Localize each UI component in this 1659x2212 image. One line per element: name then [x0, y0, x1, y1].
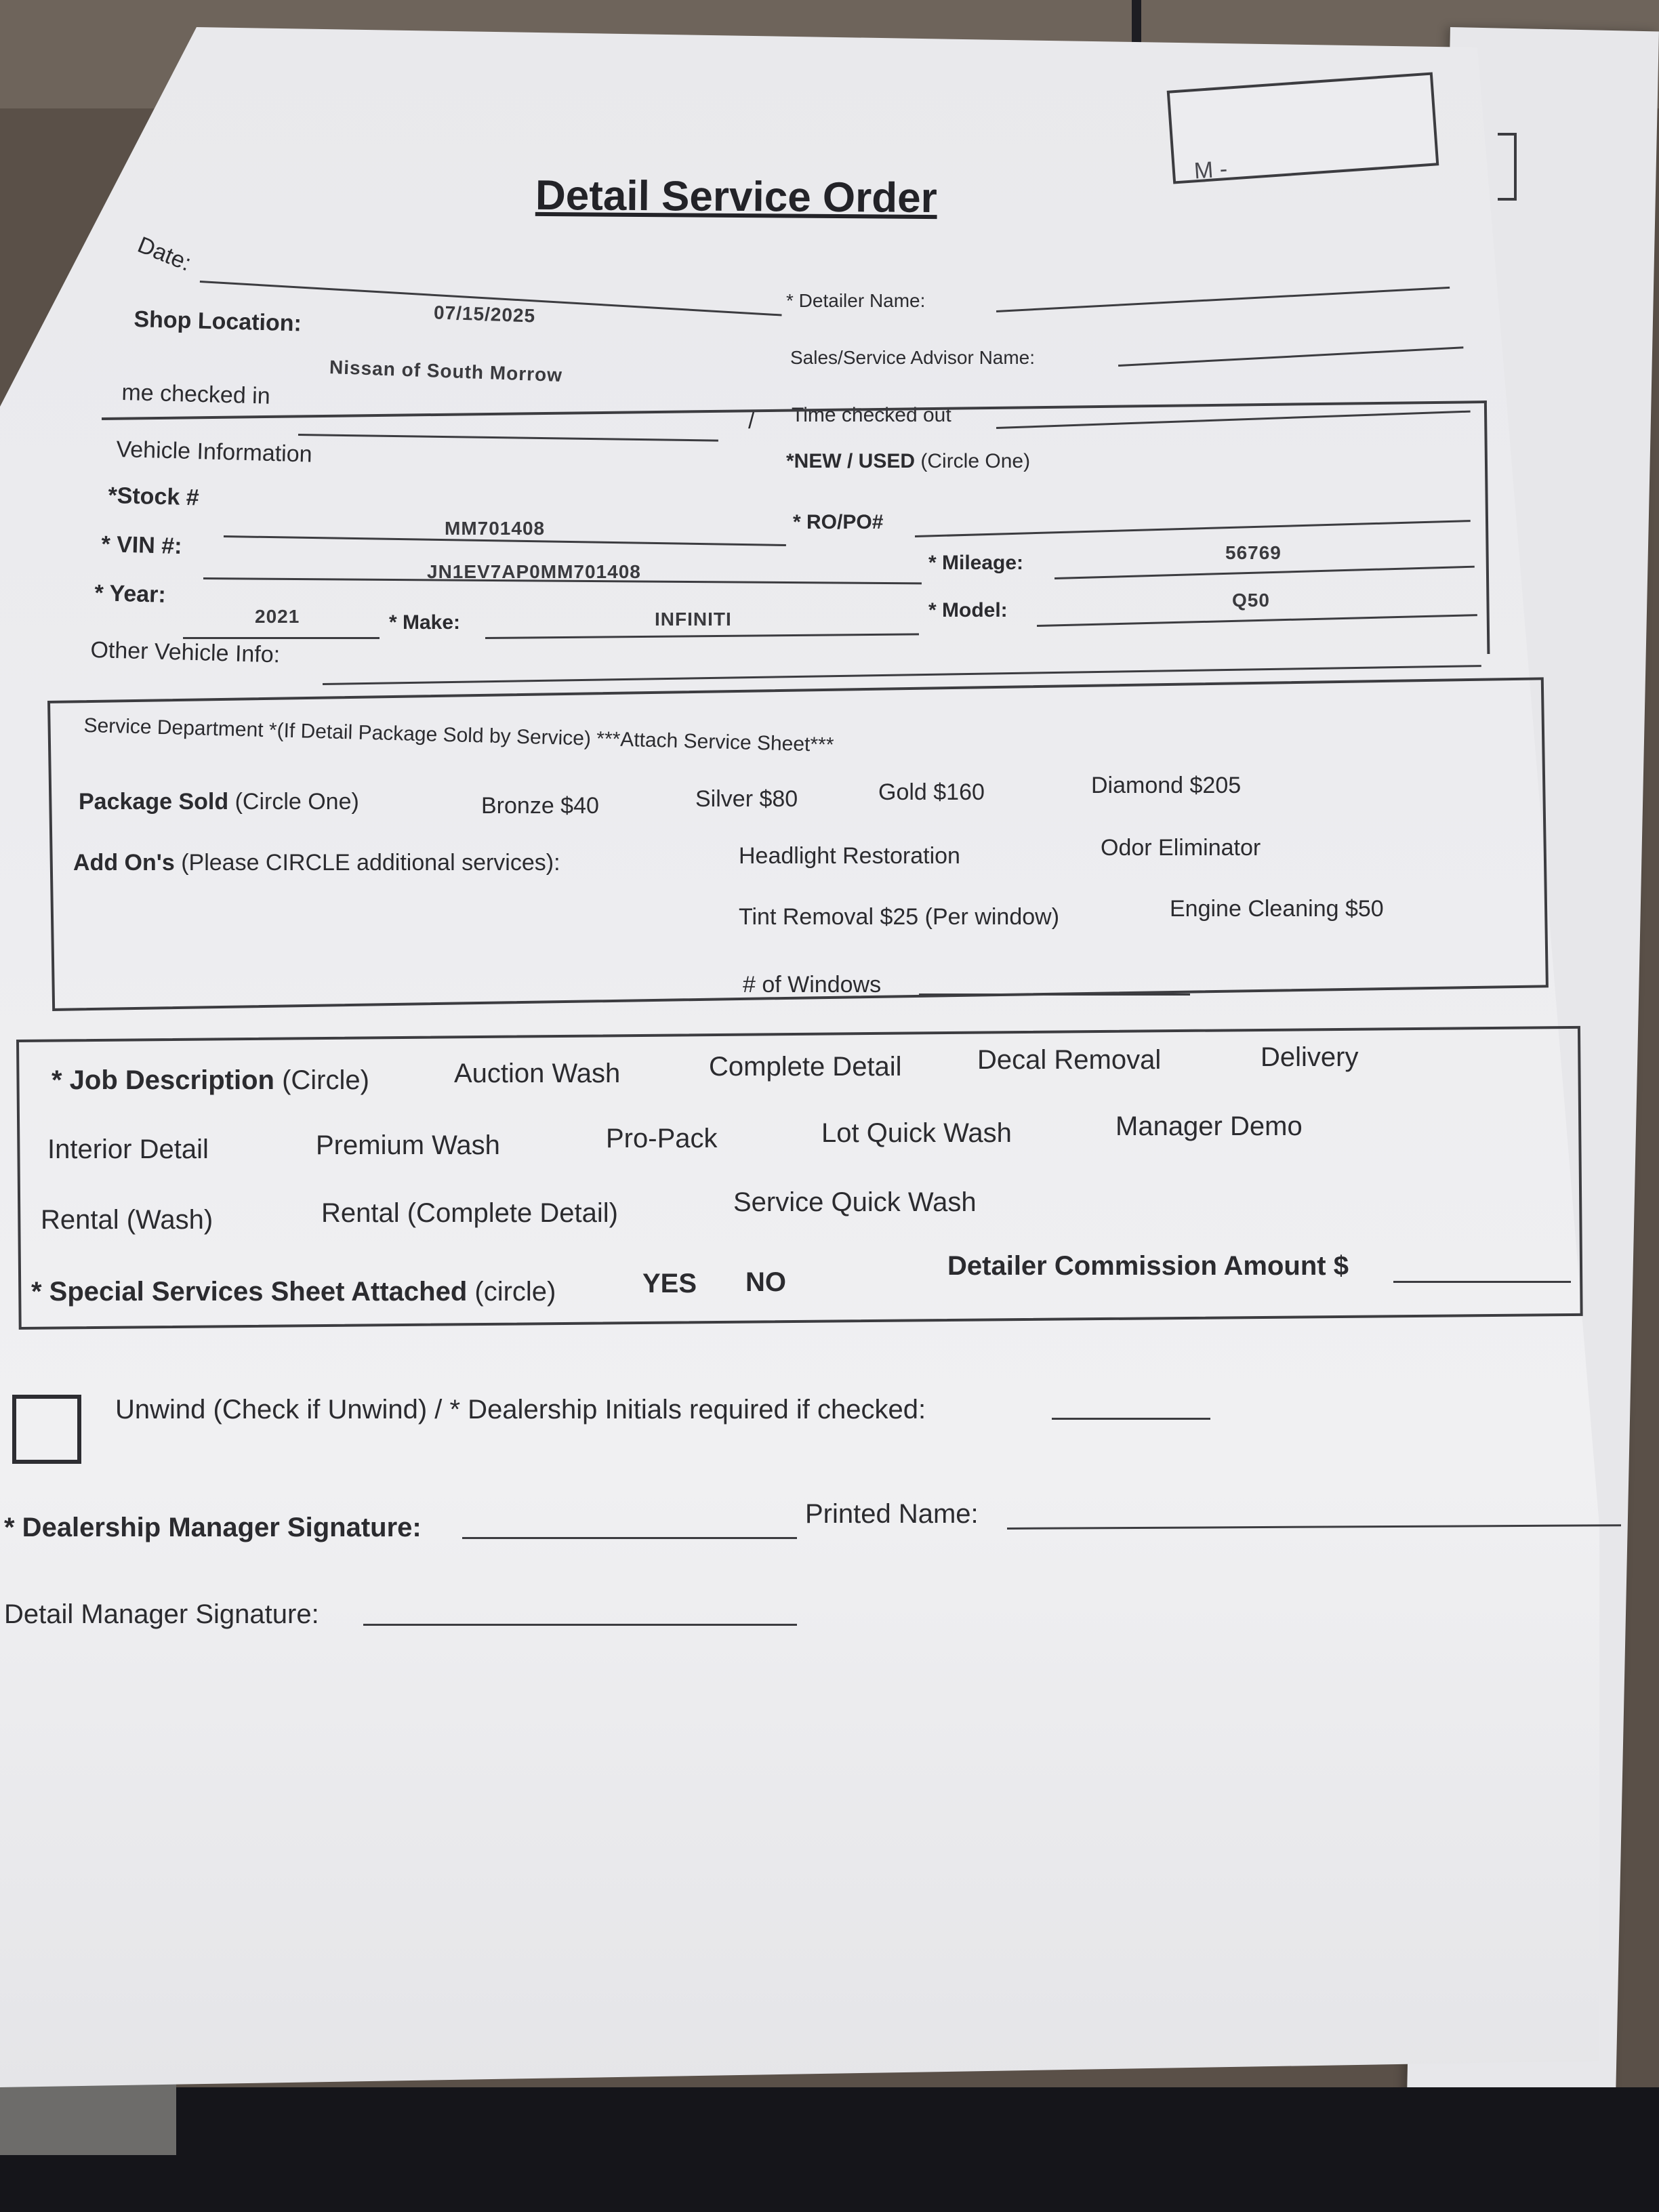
- shop-location-label: Shop Location:: [134, 306, 302, 337]
- unwind-label: Unwind (Check if Unwind) / * Dealership Initials required if checked:: [115, 1395, 926, 1425]
- vin-label: * VIN #:: [101, 531, 183, 560]
- addon-odor-eliminator[interactable]: Odor Eliminator: [1101, 835, 1261, 861]
- service-heading: Service Department *(If Detail Package Sold by Service) ***Attach Service Sheet***: [83, 714, 834, 756]
- other-info-label: Other Vehicle Info:: [90, 637, 281, 668]
- stock-value[interactable]: MM701408: [445, 518, 546, 539]
- other-info-row: [90, 637, 281, 668]
- make-value[interactable]: INFINITI: [655, 609, 732, 630]
- addons-hint: (Please CIRCLE additional services):: [181, 850, 560, 876]
- printed-name-label: Printed Name:: [805, 1499, 979, 1529]
- unwind-initials-line[interactable]: [1052, 1418, 1210, 1420]
- model-label: * Model:: [928, 599, 1008, 621]
- job-decal-removal[interactable]: Decal Removal: [977, 1045, 1162, 1075]
- job-delivery[interactable]: Delivery: [1261, 1042, 1359, 1072]
- special-services-yes[interactable]: YES: [642, 1269, 697, 1298]
- stock-row: [108, 483, 199, 511]
- package-silver[interactable]: Silver $80: [695, 786, 798, 812]
- job-rental-wash[interactable]: Rental (Wash): [41, 1205, 213, 1235]
- job-pro-pack[interactable]: Pro-Pack: [606, 1124, 718, 1153]
- commission-line[interactable]: [1393, 1281, 1571, 1283]
- vin-row: [101, 531, 182, 560]
- mileage-value[interactable]: 56769: [1225, 542, 1282, 563]
- date-label: Date:: [134, 232, 195, 276]
- job-description-row: [52, 1065, 369, 1096]
- time-checked-in-row: [121, 380, 270, 410]
- package-sold-hint: (Circle One): [234, 789, 359, 815]
- time-separator: /: [748, 408, 755, 434]
- special-services-hint: (circle): [474, 1277, 556, 1307]
- commission-label: Detailer Commission Amount $: [947, 1251, 1349, 1281]
- addon-tint-removal[interactable]: Tint Removal $25 (Per window): [739, 904, 1060, 930]
- time-checked-in-label: me checked in: [121, 380, 271, 409]
- stock-label: *Stock #: [108, 483, 200, 511]
- windows-label: # of Windows: [743, 972, 882, 998]
- new-used-label[interactable]: *NEW / USED: [786, 450, 916, 472]
- unwind-checkbox[interactable]: [12, 1395, 81, 1464]
- job-lot-quick-wash[interactable]: Lot Quick Wash: [821, 1118, 1012, 1148]
- manager-signature-line[interactable]: [462, 1537, 797, 1539]
- job-complete-detail[interactable]: Complete Detail: [709, 1052, 902, 1082]
- vehicle-info-heading-row: [116, 436, 312, 468]
- dark-surface: [0, 2087, 1659, 2212]
- manager-signature-label: * Dealership Manager Signature:: [4, 1513, 422, 1542]
- back-sheet-bracket: [1498, 133, 1517, 201]
- job-premium-wash[interactable]: Premium Wash: [316, 1130, 500, 1160]
- mileage-label: * Mileage:: [928, 552, 1024, 574]
- special-services-row: [31, 1277, 556, 1307]
- shop-location-row: [134, 306, 302, 337]
- package-diamond[interactable]: Diamond $205: [1091, 773, 1242, 798]
- advisor-name-label: Sales/Service Advisor Name:: [790, 347, 1036, 368]
- date-value[interactable]: 07/15/2025: [433, 302, 536, 327]
- time-checked-out-label: Time checked out: [792, 404, 951, 426]
- year-value[interactable]: 2021: [255, 606, 300, 627]
- detailer-name-label: * Detailer Name:: [786, 290, 926, 311]
- detail-manager-signature-line[interactable]: [363, 1624, 797, 1626]
- special-services-label: * Special Services Sheet Attached: [31, 1277, 468, 1307]
- detail-manager-signature-label: Detail Manager Signature:: [4, 1599, 319, 1629]
- year-line: [183, 637, 380, 639]
- package-sold-row: [79, 789, 359, 815]
- order-number-prefix: M -: [1193, 156, 1229, 184]
- package-bronze[interactable]: Bronze $40: [481, 793, 599, 819]
- form-title: Detail Service Order: [535, 171, 937, 222]
- make-label: * Make:: [389, 611, 461, 634]
- job-auction-wash[interactable]: Auction Wash: [454, 1059, 621, 1088]
- year-row: [94, 580, 166, 609]
- shop-location-value[interactable]: Nissan of South Morrow: [329, 356, 563, 386]
- job-manager-demo[interactable]: Manager Demo: [1115, 1111, 1303, 1141]
- windows-line[interactable]: [919, 994, 1190, 996]
- addon-engine-cleaning[interactable]: Engine Cleaning $50: [1170, 896, 1384, 922]
- package-sold-label: Package Sold: [79, 789, 229, 815]
- job-description-hint: (Circle): [282, 1065, 369, 1095]
- new-used-hint: (Circle One): [920, 450, 1031, 472]
- job-description-label: * Job Description: [52, 1065, 274, 1095]
- ro-po-label: * RO/PO#: [793, 511, 884, 533]
- addons-row: [73, 850, 560, 876]
- addons-label: Add On's: [73, 850, 175, 876]
- job-rental-complete-detail[interactable]: Rental (Complete Detail): [321, 1198, 618, 1228]
- year-label: * Year:: [94, 580, 167, 608]
- special-services-no[interactable]: NO: [745, 1267, 786, 1297]
- addon-headlight-restoration[interactable]: Headlight Restoration: [739, 843, 960, 869]
- job-service-quick-wash[interactable]: Service Quick Wash: [733, 1187, 977, 1217]
- package-gold[interactable]: Gold $160: [878, 779, 985, 805]
- vin-value[interactable]: JN1EV7AP0MM701408: [427, 561, 641, 582]
- vehicle-info-heading: Vehicle Information: [116, 436, 313, 468]
- job-interior-detail[interactable]: Interior Detail: [47, 1134, 209, 1164]
- model-value[interactable]: Q50: [1232, 590, 1270, 611]
- new-used-row: [786, 450, 1030, 473]
